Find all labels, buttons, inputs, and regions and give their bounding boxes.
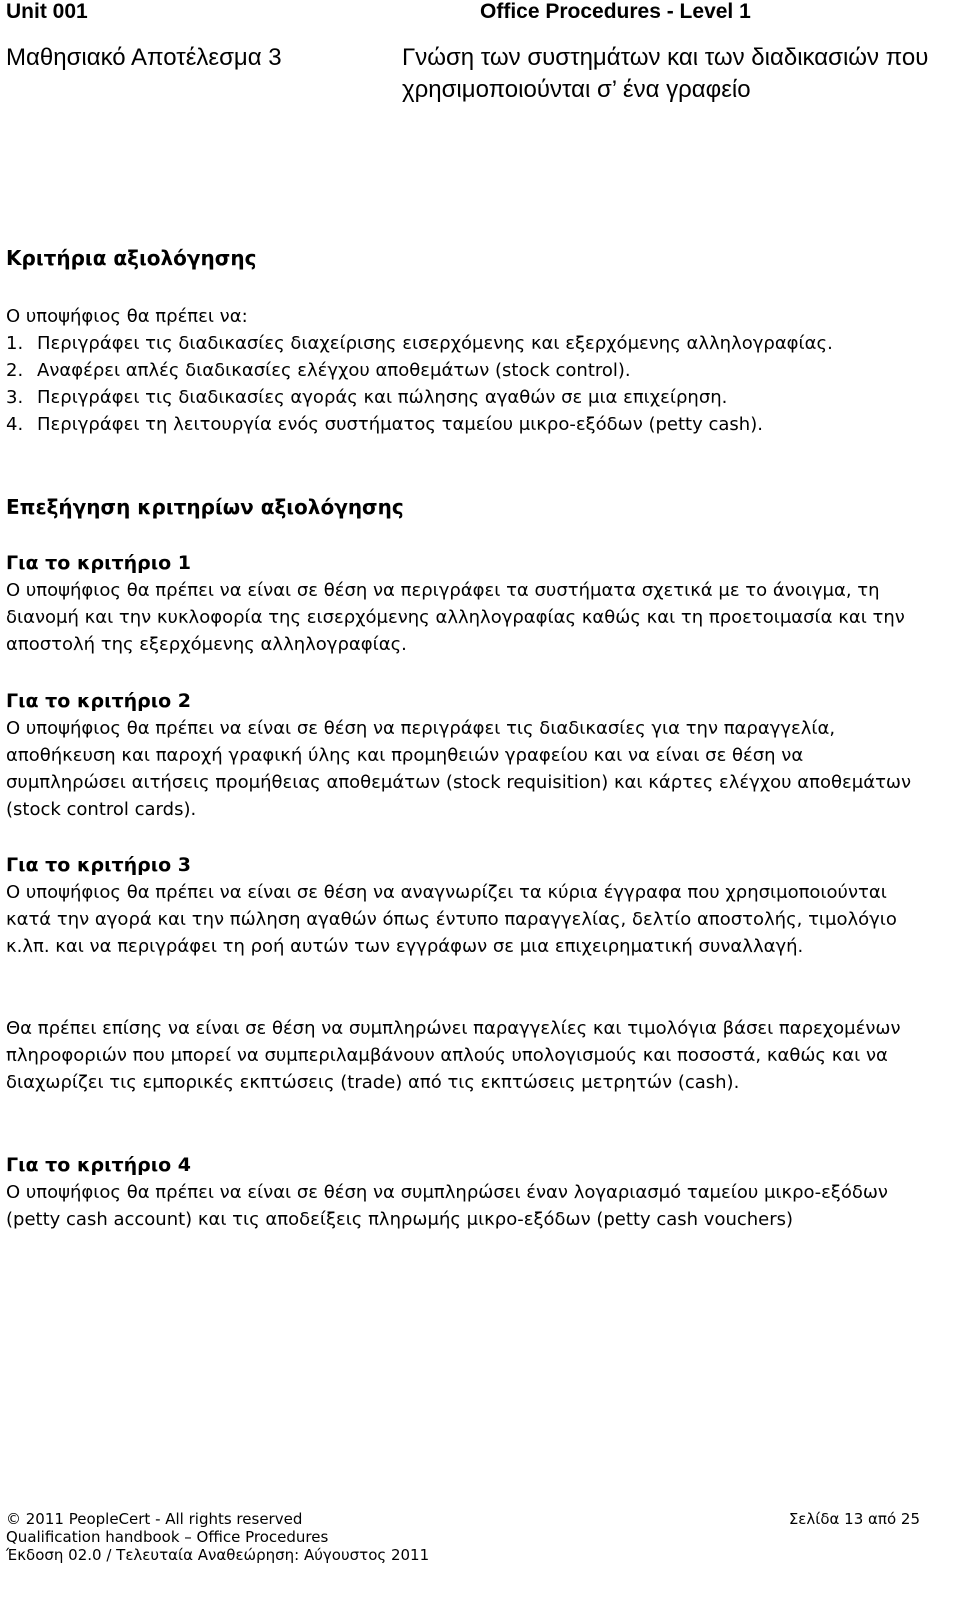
criteria-list-item <box>6 411 926 438</box>
criteria-number: 2. <box>6 360 24 381</box>
criteria-list <box>6 330 926 438</box>
unit-title: Office Procedures - Level 1 <box>480 0 751 23</box>
criterion-4-text: Ο υποψήφιος θα πρέπει να είναι σε θέση να συμπληρώσει έναν λογαριασμό ταμείου μικρο-εξόδων (petty cash account) και τις αποδείξεις πληρωμής μικρο-εξόδων (petty cash vouchers) <box>6 1182 888 1230</box>
criterion-4-heading: Για το κριτήριο 4 <box>6 1154 192 1176</box>
learning-outcome-text: Γνώση των συστημάτων και των διαδικασιών που χρησιμοποιούνται σ’ ένα γραφείο <box>402 44 929 103</box>
explanation-heading: Επεξήγηση κριτηρίων αξιολόγησης <box>6 495 404 519</box>
criteria-number: 3. <box>6 387 24 408</box>
footer-page-number: Σελίδα 13 από 25 <box>788 1510 920 1528</box>
criterion-3-text-2: Θα πρέπει επίσης να είναι σε θέση να συμπληρώνει παραγγελίες και τιμολόγια βάσει παρεχομένων πληροφοριών που μπορεί να συμπεριλαμβάνουν απλούς υπολογισμούς και ποσοστά, καθώς και να διαχωρίζει τις εμπορικές εκπτώσεις (trade) από τις εκπτώσεις μετρητών (cash). <box>6 1018 901 1093</box>
footer-copyright: © 2011 PeopleCert - All rights reserved <box>6 1510 303 1528</box>
criteria-text: Περιγράφει τη λειτουργία ενός συστήματος ταμείου μικρο-εξόδων (petty cash). <box>37 414 763 435</box>
criterion-1-text: Ο υποψήφιος θα πρέπει να είναι σε θέση να περιγράφει τα συστήματα σχετικά με το άνοιγμα, τη διανομή και την κυκλοφορία της εισερχόμενης αλληλογραφίας καθώς και τη προετοιμασία και την αποστολή της εξερχόμενης αλληλογραφίας. <box>6 580 905 655</box>
criterion-3-additional <box>6 1015 926 1096</box>
criteria-list-item <box>6 357 926 384</box>
learning-outcome-label: Μαθησιακό Αποτέλεσμα 3 <box>6 44 282 71</box>
criterion-2-heading: Για το κριτήριο 2 <box>6 690 192 712</box>
criterion-1-section <box>6 550 926 658</box>
criterion-2-text: Ο υποψήφιος θα πρέπει να είναι σε θέση να περιγράφει τις διαδικασίες για την παραγγελία, αποθήκευση και παροχή γραφική ύλης και προμηθειών γραφείου και να είναι σε θέση να συμπληρώσει αιτήσεις προμήθειας αποθεμάτων (stock requisition) και κάρτες ελέγχου αποθεμάτων (stock control cards). <box>6 718 912 820</box>
criteria-text: Περιγράφει τις διαδικασίες αγοράς και πώλησης αγαθών σε μια επιχείρηση. <box>37 387 728 408</box>
criterion-3-heading: Για το κριτήριο 3 <box>6 854 192 876</box>
criterion-2-section <box>6 688 926 823</box>
criteria-list-item <box>6 384 926 411</box>
criterion-3-section <box>6 852 926 960</box>
criteria-number: 4. <box>6 414 24 435</box>
unit-code: Unit 001 <box>6 0 88 23</box>
page-footer <box>6 1510 920 1564</box>
assessment-criteria-heading: Κριτήρια αξιολόγησης <box>6 246 257 270</box>
footer-version: Έκδοση 02.0 / Τελευταία Αναθεώρηση: Αύγουστος 2011 <box>6 1546 430 1564</box>
criteria-number: 1. <box>6 333 24 354</box>
assessment-criteria-section <box>6 245 926 438</box>
criteria-list-item <box>6 330 926 357</box>
criterion-4-section <box>6 1152 926 1233</box>
criterion-3-text: Ο υποψήφιος θα πρέπει να είναι σε θέση να αναγνωρίζει τα κύρια έγγραφα που χρησιμοποιούνται κατά την αγορά και την πώληση αγαθών όπως έντυπο παραγγελίας, δελτίο αποστολής, τιμολόγιο κ.λπ. και να περιγράφει τη ροή αυτών των εγγράφων σε μια επιχειρηματική συναλλαγή. <box>6 882 897 957</box>
criteria-text: Αναφέρει απλές διαδικασίες ελέγχου αποθεμάτων (stock control). <box>37 360 631 381</box>
footer-handbook: Qualification handbook – Office Procedures <box>6 1528 329 1546</box>
assessment-intro: Ο υποψήφιος θα πρέπει να: <box>6 306 248 327</box>
criteria-text: Περιγράφει τις διαδικασίες διαχείρισης εισερχόμενης και εξερχόμενης αλληλογραφίας. <box>37 333 833 354</box>
criterion-1-heading: Για το κριτήριο 1 <box>6 552 192 574</box>
